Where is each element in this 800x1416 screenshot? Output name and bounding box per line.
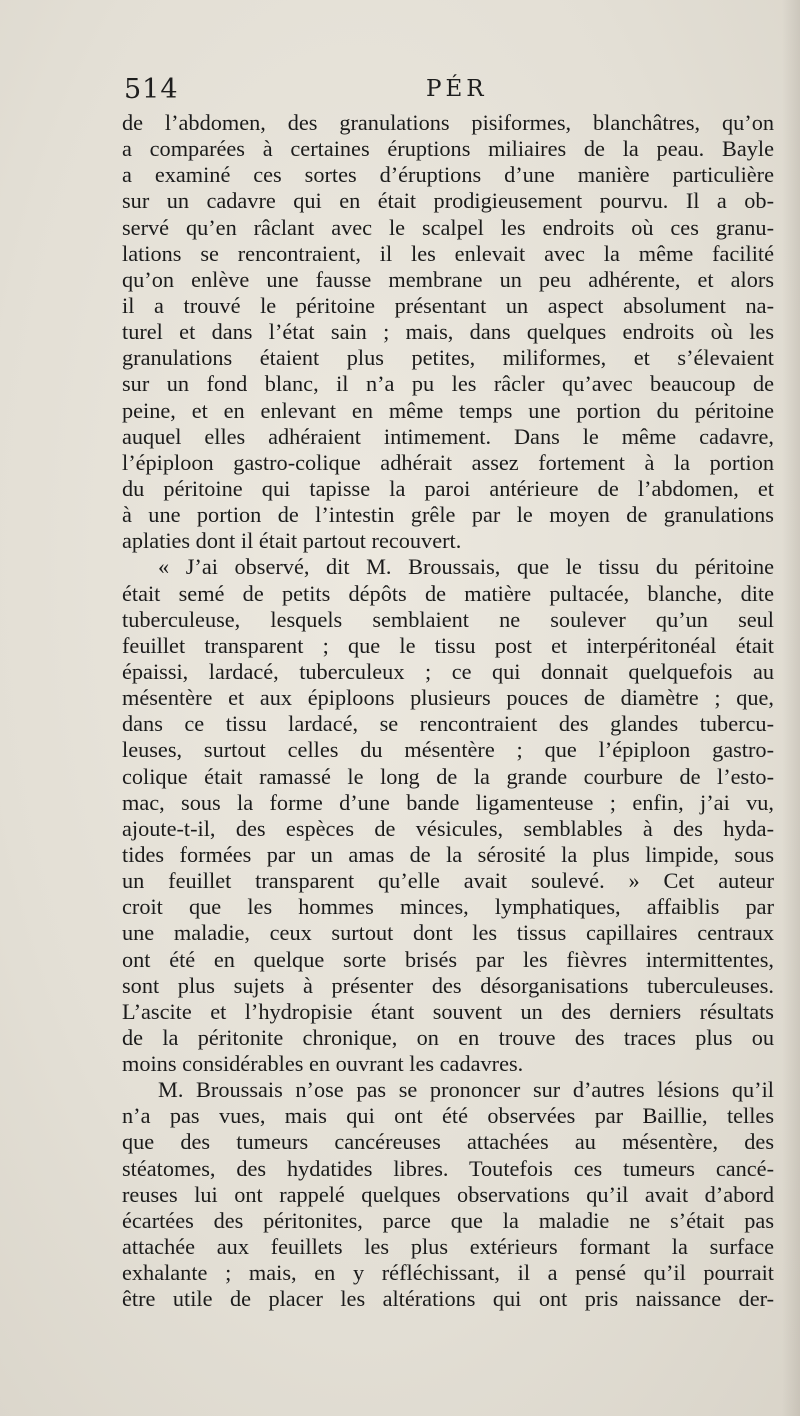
text-line: colique était ramassé le long de la grande courbure de l’esto- (122, 763, 774, 789)
text-line: stéatomes, des hydatides libres. Toutefois ces tumeurs cancé- (122, 1155, 774, 1181)
text-line: ajoute-t-il, des espèces de vésicules, semblables à des hyda- (122, 815, 774, 841)
text-line: M. Broussais n’ose pas se prononcer sur d’autres lésions qu’il (158, 1077, 774, 1103)
page-number: 514 (124, 74, 179, 105)
text-line: épaissi, lardacé, tuberculeux ; ce qui donnait quelquefois au (122, 658, 774, 684)
text-line: qu’on enlève une fausse membrane un peu adhérente, et alors (122, 266, 774, 292)
text-line: à une portion de l’intestin grêle par le moyen de granulations (122, 502, 774, 528)
text-line: exhalante ; mais, en y réfléchissant, il a pensé qu’il pourrait (122, 1260, 774, 1286)
running-head (124, 74, 770, 114)
text-line: être utile de placer les altérations qui ont pris naissance der- (122, 1286, 774, 1312)
text-line: a examiné ces sortes d’éruptions d’une manière particulière (122, 162, 774, 188)
text-line: du péritoine qui tapisse la paroi antérieure de l’abdomen, et (122, 475, 774, 501)
text-line: de la péritonite chronique, on en trouve des traces plus ou (122, 1024, 774, 1050)
text-line: leuses, surtout celles du mésentère ; que l’épiploon gastro- (122, 737, 774, 763)
text-line: écartées des péritonites, parce que la maladie ne s’était pas (122, 1207, 774, 1233)
text-line: était semé de petits dépôts de matière pultacée, blanche, dite (122, 580, 774, 606)
text-line: un feuillet transparent qu’elle avait soulevé. » Cet auteur (122, 868, 774, 894)
text-line: sur un cadavre qui en était prodigieusement pourvu. Il a ob- (122, 188, 774, 214)
running-head-title: PÉR (426, 76, 488, 102)
text-line: il a trouvé le péritoine présentant un aspect absolument na- (122, 292, 774, 318)
text-line: « J’ai observé, dit M. Broussais, que le tissu du péritoine (158, 554, 774, 580)
text-line: n’a pas vues, mais qui ont été observées par Baillie, telles (122, 1103, 774, 1129)
body-text (122, 110, 774, 1312)
text-line: sur un fond blanc, il n’a pu les râcler qu’avec beaucoup de (122, 371, 774, 397)
text-line: mac, sous la forme d’une bande ligamenteuse ; enfin, j’ai vu, (122, 789, 774, 815)
text-line: tides formées par un amas de la sérosité la plus limpide, sous (122, 841, 774, 867)
text-line: ont été en quelque sorte brisés par les fièvres intermittentes, (122, 946, 774, 972)
text-line: attachée aux feuillets les plus extérieurs formant la surface (122, 1234, 774, 1260)
text-line: dans ce tissu lardacé, se rencontraient des glandes tubercu- (122, 711, 774, 737)
text-line: que des tumeurs cancéreuses attachées au mésentère, des (122, 1129, 774, 1155)
text-line: sont plus sujets à présenter des désorganisations tuberculeuses. (122, 972, 774, 998)
text-line: reuses lui ont rappelé quelques observations qu’il avait d’abord (122, 1181, 774, 1207)
text-line: moins considérables en ouvrant les cadavres. (122, 1051, 524, 1077)
text-line: lations se rencontraient, il les enlevait avec la même facilité (122, 240, 774, 266)
text-line: turel et dans l’état sain ; mais, dans quelques endroits où les (122, 319, 774, 345)
text-line: L’ascite et l’hydropisie étant souvent un des derniers résultats (122, 998, 774, 1024)
text-line: a comparées à certaines éruptions miliaires de la peau. Bayle (122, 136, 774, 162)
text-line: mésentère et aux épiploons plusieurs pouces de diamètre ; que, (122, 685, 774, 711)
text-line: auquel elles adhéraient intimement. Dans le même cadavre, (122, 423, 774, 449)
text-line: aplaties dont il était partout recouvert. (122, 528, 462, 554)
text-line: une maladie, ceux surtout dont les tissus capillaires centraux (122, 920, 774, 946)
text-line: l’épiploon gastro-colique adhérait assez fortement à la portion (122, 449, 774, 475)
text-line: de l’abdomen, des granulations pisiformes, blanchâtres, qu’on (122, 110, 774, 135)
page-edge-shadow (782, 0, 800, 1416)
text-line: peine, et en enlevant en même temps une portion du péritoine (122, 397, 774, 423)
text-line: granulations étaient plus petites, miliformes, et s’élevaient (122, 345, 774, 371)
text-line: tuberculeuse, lesquels semblaient ne soulever qu’un seul (122, 606, 774, 632)
text-line: feuillet transparent ; que le tissu post et interpéritonéal était (122, 632, 774, 658)
text-line: croit que les hommes minces, lymphatiques, affaiblis par (122, 894, 774, 920)
text-line: servé qu’en râclant avec le scalpel les endroits où ces granu- (122, 214, 774, 240)
